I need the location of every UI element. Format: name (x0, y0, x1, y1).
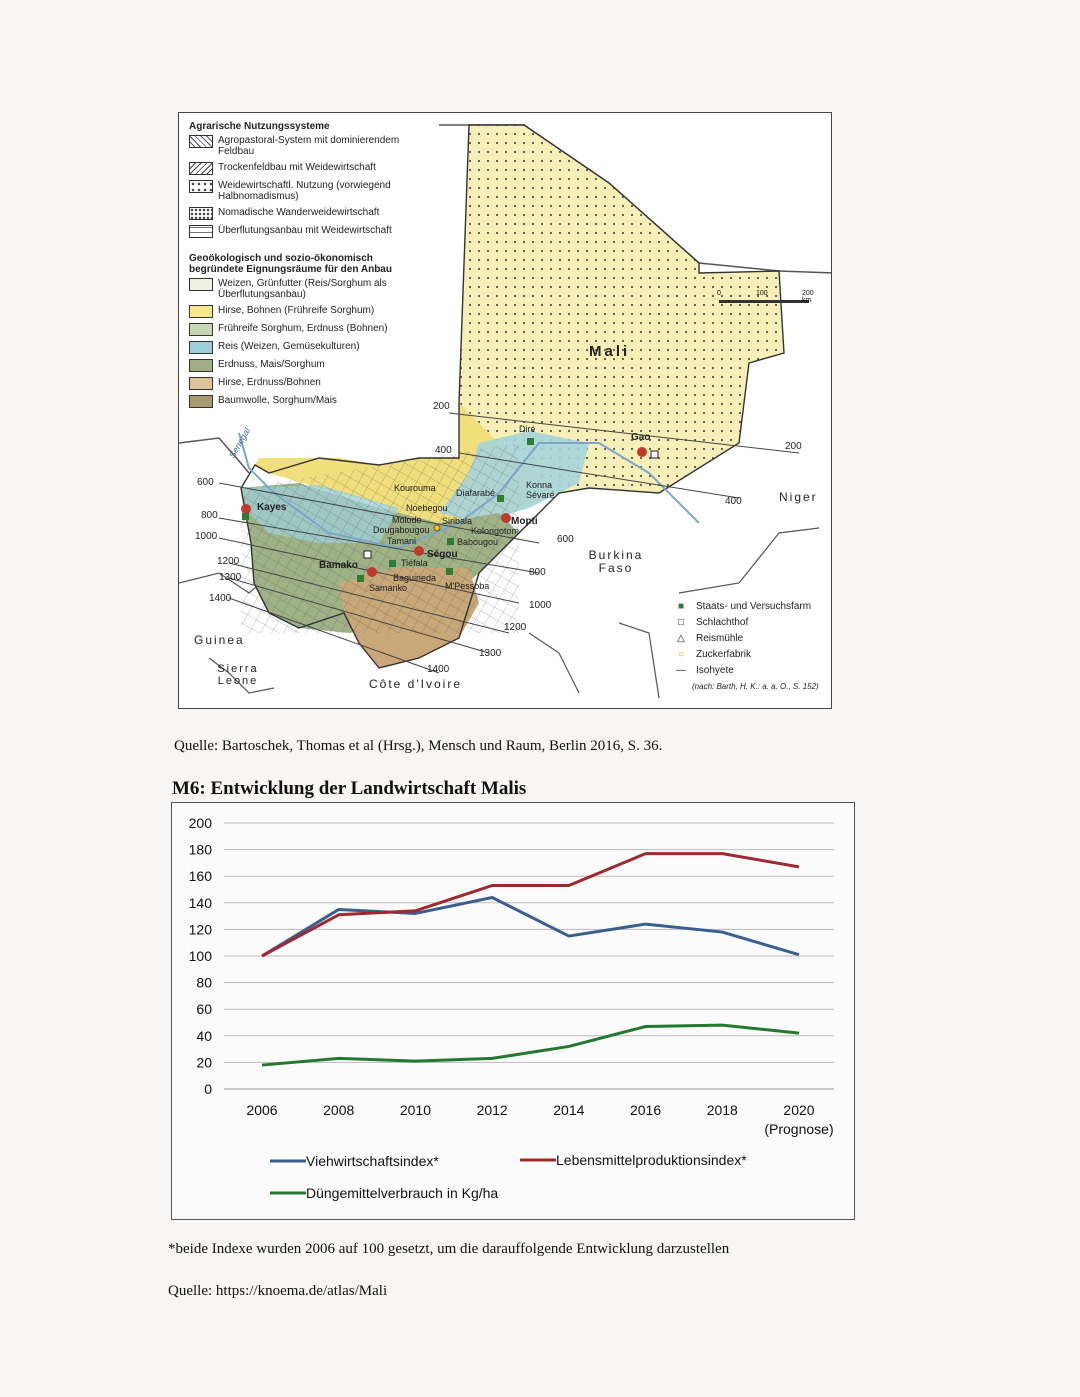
chart-canvas (172, 803, 854, 1219)
series-line-2 (262, 854, 799, 956)
border-line (529, 633, 579, 693)
farm-marker (357, 575, 364, 582)
city-marker (637, 447, 647, 457)
city-label-diafarabe: Diafarabé (456, 488, 496, 498)
y-tick-label: 100 (188, 948, 212, 964)
slaughterhouse-marker (364, 551, 371, 558)
legend-label: Weidewirtschaftl. Nutzung (vorwiegend Halbnomadismus) (218, 180, 391, 202)
y-tick-label: 60 (196, 1001, 212, 1018)
city-marker (367, 567, 377, 577)
line-chart (171, 802, 855, 1220)
slaughterhouse-marker (651, 451, 658, 458)
legend-label: Reis (Weizen, Gemüsekulturen) (218, 341, 360, 352)
legend-swatch (189, 207, 213, 220)
x-tick-label: 2018 (706, 1102, 738, 1118)
city-label-bamako: Bamako (319, 560, 358, 571)
city-label-konna: Konna (526, 480, 553, 490)
map-legend (189, 121, 425, 413)
city-label-dire: Diré (519, 424, 536, 434)
city-label-mopti: Mopti (511, 516, 538, 527)
isohyet-label: 1400 (209, 593, 232, 604)
city-label-baguineda: Baguineda (393, 573, 437, 583)
border-line (679, 528, 819, 593)
x-tick-label: 2010 (399, 1102, 432, 1118)
legend-item (189, 225, 425, 238)
farm-marker (497, 495, 504, 502)
legend-swatch (189, 377, 213, 390)
isohyet-label: 1000 (529, 600, 552, 611)
legend-label: Baumwolle, Sorghum/Mais (218, 395, 337, 406)
legend-swatch (189, 278, 213, 291)
legend-item (189, 359, 425, 372)
scale-label: 0 (717, 290, 721, 297)
symbol-legend-label: Zuckerfabrik (696, 649, 752, 660)
city-label-gao: Gao (631, 432, 651, 443)
farm-marker (389, 560, 396, 567)
y-tick-label: 140 (188, 894, 212, 911)
country-label-guinea: Guinea (194, 633, 245, 647)
legend-item (189, 135, 425, 157)
footnote: *beide Indexe wurden 2006 auf 100 gesetzt, um die darauffolgende Entwicklung darzustellen (168, 1241, 730, 1257)
legend-item (189, 395, 425, 408)
legend-label: Weizen, Grünfutter (Reis/Sorghum als Überflutungsanbau) (218, 278, 387, 300)
isohyet-label: 1200 (217, 556, 240, 567)
symbol-legend-item (674, 631, 824, 647)
farm-icon: ■ (677, 601, 685, 612)
x-tick-label: 2006 (246, 1102, 278, 1118)
isohyet-label: 800 (201, 510, 218, 521)
legend-item (189, 323, 425, 336)
farm-marker (242, 513, 249, 520)
legend-label: Überflutungsanbau mit Weidewirtschaft (218, 225, 392, 236)
y-tick-label: 80 (196, 974, 212, 991)
y-tick-label: 200 (188, 815, 212, 831)
scale-bar (719, 300, 809, 303)
legend-swatch (189, 395, 213, 408)
legend-item (189, 305, 425, 318)
city-label-samanko: Samanko (369, 583, 408, 593)
isohyet-label: 200 (433, 401, 450, 412)
legend-label: Düngemittelverbrauch in Kg/ha (306, 1185, 499, 1201)
sugar-factory-marker (434, 525, 440, 531)
chart-source: Quelle: https://knoema.de/atlas/Mali (168, 1283, 388, 1299)
symbol-legend-item (674, 599, 824, 615)
legend-swatch (189, 341, 213, 354)
scale-label: 100 (756, 290, 768, 297)
series-line-1 (262, 897, 799, 956)
symbol-legend-label: Schlachthof (696, 617, 749, 628)
country-label-niger: Niger (779, 490, 818, 504)
x-tick-label: 2016 (629, 1102, 662, 1118)
farm-marker (527, 438, 534, 445)
city-label-molodo: Molodo (392, 515, 422, 525)
y-tick-label: 0 (204, 1081, 212, 1097)
legend-label: Hirse, Erdnuss/Bohnen (218, 377, 321, 388)
legend-label: Erdnuss, Mais/Sorghum (218, 359, 325, 370)
map-credit: (nach: Barth, H. K.: a. a. O., S. 152) (692, 682, 819, 691)
legend-item (189, 278, 425, 300)
map-source: Quelle: Bartoschek, Thomas et al (Hrsg.), Mensch und Raum, Berlin 2016, S. 36. (174, 738, 663, 754)
isohyet-label: 400 (725, 496, 742, 507)
legend-label: Hirse, Bohnen (Frühreife Sorghum) (218, 305, 375, 316)
legend-title-systems: Agrarische Nutzungssysteme (189, 121, 330, 132)
border-line (619, 623, 659, 698)
country-label-cote-divoire: Côte d'Ivoire (369, 677, 462, 691)
scale-label: 200 km (802, 290, 814, 304)
legend-swatch (189, 225, 213, 238)
farm-marker (446, 568, 453, 575)
legend-label: Lebensmittelproduktionsindex* (556, 1152, 747, 1168)
city-label-segou: Ségou (427, 549, 458, 560)
river-label-senegal: Senegal (226, 426, 253, 460)
rice-mill-icon: △ (677, 633, 685, 644)
city-label-kayes: Kayes (257, 502, 287, 513)
legend-swatch (189, 162, 213, 175)
farm-marker (447, 538, 454, 545)
legend-item (189, 207, 425, 220)
series-line-3 (262, 1025, 799, 1065)
city-label-sevare: Sévaré (526, 490, 555, 500)
legend-label: Nomadische Wanderweidewirtschaft (218, 207, 380, 218)
isohyet-label: 800 (529, 567, 546, 578)
city-label-siribala: Siribala (442, 516, 473, 526)
legend-item (189, 341, 425, 354)
legend-label: Frühreife Sorghum, Erdnuss (Bohnen) (218, 323, 388, 334)
country-label-sierra-leone: Sierra Leone (217, 663, 259, 687)
map-figure (178, 112, 832, 709)
city-marker (414, 546, 424, 556)
symbol-legend-item (674, 663, 824, 679)
figure-title: M6: Entwicklung der Landwirtschaft Malis (172, 778, 527, 799)
y-tick-label: 40 (196, 1027, 212, 1044)
symbol-legend-item (674, 615, 824, 631)
isohyet-label: 600 (197, 477, 214, 488)
slaughterhouse-icon: □ (677, 617, 685, 628)
city-label-kourouma: Kourouma (394, 483, 436, 493)
legend-label: Trockenfeldbau mit Weidewirtschaft (218, 162, 376, 173)
legend-item (189, 180, 425, 202)
legend-swatch (189, 323, 213, 336)
legend-swatch (189, 305, 213, 318)
city-label-tiefala: Tiéfala (401, 558, 428, 568)
isohyet-label: 1000 (195, 531, 218, 542)
isohyet-label: 1400 (427, 664, 450, 675)
x-tick-label: 2008 (323, 1102, 355, 1118)
symbol-legend-label: Staats- und Versuchsfarm (696, 601, 812, 612)
x-tick-label: 2014 (553, 1102, 585, 1118)
legend-item (189, 162, 425, 175)
city-label-dougabougou: Dougabougou (373, 525, 430, 535)
isohyet-label: 600 (557, 534, 574, 545)
city-label-babougou: Babougou (457, 537, 499, 547)
isohyet-icon: — (676, 665, 686, 676)
city-label-mpessoba: M'Pessoba (445, 581, 490, 591)
legend-swatch (189, 359, 213, 372)
x-tick-label: 2020 (783, 1102, 815, 1118)
symbol-legend-item (674, 647, 824, 663)
sugar-factory-icon: ○ (677, 649, 685, 660)
country-label-burkina: Burkina Faso (588, 548, 644, 575)
isohyet-label: 1300 (219, 572, 242, 583)
city-label-tamani: Tamani (387, 536, 417, 546)
isohyet-label: 1300 (479, 648, 502, 659)
x-tick-label: 2012 (476, 1102, 508, 1118)
country-label-mali: Mali (589, 343, 631, 360)
city-marker (501, 513, 511, 523)
y-tick-label: 180 (188, 841, 212, 858)
symbol-legend-label: Isohyete (696, 665, 734, 676)
legend-swatch (189, 135, 213, 148)
city-label-noebegou: Noebegou (406, 503, 448, 513)
isohyet-label: 400 (435, 445, 452, 456)
x-tick-sublabel: (Prognose) (764, 1121, 834, 1137)
y-tick-label: 160 (188, 868, 212, 885)
isohyet-label: 200 (785, 441, 802, 452)
city-marker (241, 504, 251, 514)
symbol-legend (674, 599, 824, 695)
legend-item (189, 377, 425, 390)
city-label-kolongotom: Kolongotom (471, 526, 520, 536)
symbol-legend-label: Reismühle (696, 633, 744, 644)
legend-label: Viehwirtschaftsindex* (306, 1153, 439, 1169)
y-tick-label: 20 (196, 1054, 212, 1071)
legend-swatch (189, 180, 213, 193)
legend-label: Agropastoral-System mit dominierendem Feldbau (218, 135, 400, 157)
isohyet-label: 1200 (504, 622, 527, 633)
legend-title-zones: Geoökologisch und sozio-ökonomisch begründete Eignungsräume für den Anbau (189, 253, 392, 275)
y-tick-label: 120 (188, 921, 212, 938)
